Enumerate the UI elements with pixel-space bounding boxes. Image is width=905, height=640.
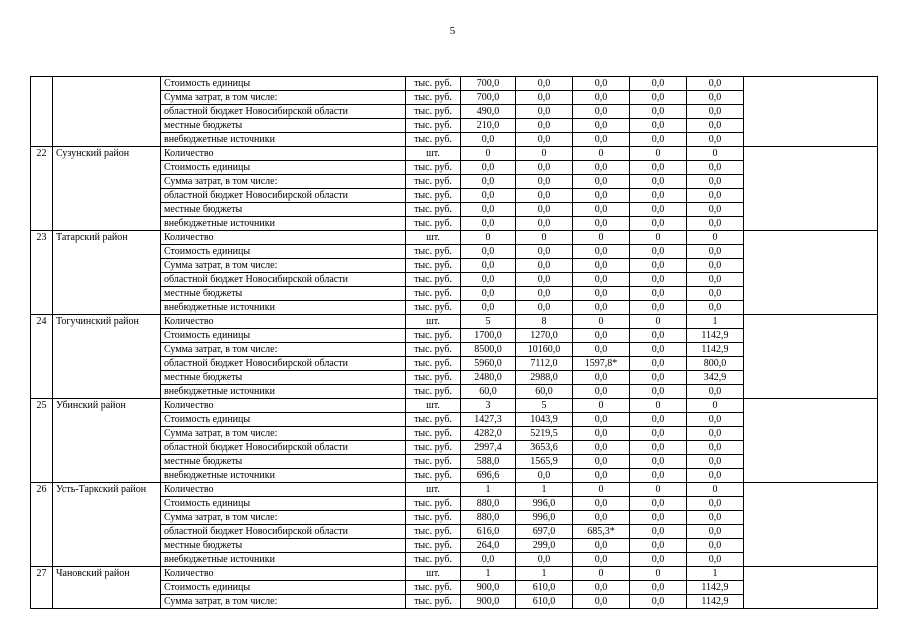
value-cell: 1 bbox=[516, 483, 573, 497]
value-cell: 0,0 bbox=[516, 287, 573, 301]
value-cell: 0,0 bbox=[461, 161, 516, 175]
indicator-cell: местные бюджеты bbox=[161, 539, 406, 553]
value-cell: 0,0 bbox=[687, 441, 744, 455]
notes-cell bbox=[744, 567, 878, 609]
table-row bbox=[31, 483, 878, 497]
indicator-cell: областной бюджет Новосибирской области bbox=[161, 525, 406, 539]
value-cell: 0,0 bbox=[630, 189, 687, 203]
unit-cell: тыс. руб. bbox=[406, 77, 461, 91]
value-cell: 0,0 bbox=[687, 175, 744, 189]
value-cell: 0 bbox=[630, 315, 687, 329]
value-cell: 299,0 bbox=[516, 539, 573, 553]
value-cell: 1142,9 bbox=[687, 595, 744, 609]
value-cell: 0,0 bbox=[461, 175, 516, 189]
unit-cell: тыс. руб. bbox=[406, 287, 461, 301]
indicator-cell: Сумма затрат, в том числе: bbox=[161, 595, 406, 609]
value-cell: 60,0 bbox=[516, 385, 573, 399]
value-cell: 0,0 bbox=[516, 553, 573, 567]
value-cell: 0 bbox=[630, 567, 687, 581]
value-cell: 3653,6 bbox=[516, 441, 573, 455]
value-cell: 0 bbox=[516, 231, 573, 245]
unit-cell: тыс. руб. bbox=[406, 427, 461, 441]
value-cell: 0 bbox=[573, 483, 630, 497]
value-cell: 0,0 bbox=[687, 497, 744, 511]
indicator-cell: областной бюджет Новосибирской области bbox=[161, 189, 406, 203]
indicator-cell: внебюджетные источники bbox=[161, 553, 406, 567]
value-cell: 0,0 bbox=[630, 91, 687, 105]
value-cell: 0,0 bbox=[630, 259, 687, 273]
value-cell: 0,0 bbox=[573, 329, 630, 343]
indicator-cell: местные бюджеты bbox=[161, 371, 406, 385]
district-name-cell bbox=[53, 77, 161, 147]
value-cell: 0,0 bbox=[461, 133, 516, 147]
unit-cell: тыс. руб. bbox=[406, 357, 461, 371]
indicator-cell: Сумма затрат, в том числе: bbox=[161, 175, 406, 189]
value-cell: 1 bbox=[687, 315, 744, 329]
value-cell: 4282,0 bbox=[461, 427, 516, 441]
value-cell: 0,0 bbox=[573, 77, 630, 91]
indicator-cell: Стоимость единицы bbox=[161, 497, 406, 511]
unit-cell: тыс. руб. bbox=[406, 91, 461, 105]
unit-cell: шт. bbox=[406, 315, 461, 329]
value-cell: 0,0 bbox=[573, 273, 630, 287]
value-cell: 0,0 bbox=[687, 273, 744, 287]
value-cell: 0,0 bbox=[516, 77, 573, 91]
value-cell: 0,0 bbox=[573, 413, 630, 427]
value-cell: 0,0 bbox=[573, 371, 630, 385]
value-cell: 0,0 bbox=[630, 539, 687, 553]
indicator-cell: внебюджетные источники bbox=[161, 301, 406, 315]
value-cell: 342,9 bbox=[687, 371, 744, 385]
value-cell: 0 bbox=[630, 483, 687, 497]
value-cell: 616,0 bbox=[461, 525, 516, 539]
indicator-cell: Сумма затрат, в том числе: bbox=[161, 259, 406, 273]
value-cell: 0,0 bbox=[573, 595, 630, 609]
value-cell: 1142,9 bbox=[687, 329, 744, 343]
unit-cell: тыс. руб. bbox=[406, 175, 461, 189]
indicator-cell: Стоимость единицы bbox=[161, 77, 406, 91]
unit-cell: шт. bbox=[406, 399, 461, 413]
value-cell: 996,0 bbox=[516, 497, 573, 511]
value-cell: 0,0 bbox=[687, 133, 744, 147]
unit-cell: тыс. руб. bbox=[406, 329, 461, 343]
value-cell: 1565,9 bbox=[516, 455, 573, 469]
value-cell: 0,0 bbox=[630, 511, 687, 525]
value-cell: 0,0 bbox=[630, 245, 687, 259]
value-cell: 0,0 bbox=[516, 189, 573, 203]
value-cell: 2997,4 bbox=[461, 441, 516, 455]
unit-cell: шт. bbox=[406, 147, 461, 161]
value-cell: 0,0 bbox=[687, 539, 744, 553]
value-cell: 2480,0 bbox=[461, 371, 516, 385]
indicator-cell: Количество bbox=[161, 483, 406, 497]
table-row bbox=[31, 77, 878, 91]
page-number: 5 bbox=[449, 25, 456, 37]
value-cell: 0,0 bbox=[630, 455, 687, 469]
value-cell: 0 bbox=[573, 567, 630, 581]
value-cell: 0,0 bbox=[516, 259, 573, 273]
table-row bbox=[31, 231, 878, 245]
value-cell: 0,0 bbox=[687, 525, 744, 539]
value-cell: 210,0 bbox=[461, 119, 516, 133]
value-cell: 0,0 bbox=[687, 455, 744, 469]
table-row bbox=[31, 147, 878, 161]
value-cell: 0,0 bbox=[630, 161, 687, 175]
value-cell: 0,0 bbox=[630, 595, 687, 609]
value-cell: 685,3* bbox=[573, 525, 630, 539]
value-cell: 0,0 bbox=[630, 357, 687, 371]
value-cell: 0 bbox=[687, 147, 744, 161]
unit-cell: шт. bbox=[406, 231, 461, 245]
value-cell: 0,0 bbox=[573, 91, 630, 105]
value-cell: 1 bbox=[461, 567, 516, 581]
value-cell: 1043,9 bbox=[516, 413, 573, 427]
value-cell: 8 bbox=[516, 315, 573, 329]
value-cell: 60,0 bbox=[461, 385, 516, 399]
district-name-cell: Сузунский район bbox=[53, 147, 161, 231]
district-name-cell: Тогучинский район bbox=[53, 315, 161, 399]
value-cell: 0,0 bbox=[573, 497, 630, 511]
row-number-cell: 23 bbox=[31, 231, 53, 315]
unit-cell: тыс. руб. bbox=[406, 217, 461, 231]
value-cell: 0,0 bbox=[516, 273, 573, 287]
value-cell: 0,0 bbox=[461, 273, 516, 287]
indicator-cell: Стоимость единицы bbox=[161, 161, 406, 175]
value-cell: 7112,0 bbox=[516, 357, 573, 371]
unit-cell: тыс. руб. bbox=[406, 525, 461, 539]
unit-cell: тыс. руб. bbox=[406, 273, 461, 287]
value-cell: 0,0 bbox=[630, 175, 687, 189]
indicator-cell: внебюджетные источники bbox=[161, 133, 406, 147]
value-cell: 5960,0 bbox=[461, 357, 516, 371]
value-cell: 0,0 bbox=[630, 581, 687, 595]
unit-cell: тыс. руб. bbox=[406, 119, 461, 133]
value-cell: 1597,8* bbox=[573, 357, 630, 371]
value-cell: 700,0 bbox=[461, 91, 516, 105]
value-cell: 0,0 bbox=[573, 511, 630, 525]
value-cell: 0,0 bbox=[573, 539, 630, 553]
value-cell: 0,0 bbox=[573, 189, 630, 203]
value-cell: 0,0 bbox=[630, 273, 687, 287]
value-cell: 1427,3 bbox=[461, 413, 516, 427]
value-cell: 0,0 bbox=[630, 441, 687, 455]
indicator-cell: Сумма затрат, в том числе: bbox=[161, 343, 406, 357]
indicator-cell: внебюджетные источники bbox=[161, 469, 406, 483]
value-cell: 0,0 bbox=[573, 287, 630, 301]
indicator-cell: Сумма затрат, в том числе: bbox=[161, 91, 406, 105]
indicator-cell: Количество bbox=[161, 399, 406, 413]
value-cell: 0,0 bbox=[687, 217, 744, 231]
value-cell: 0,0 bbox=[630, 217, 687, 231]
value-cell: 0,0 bbox=[573, 581, 630, 595]
value-cell: 0,0 bbox=[630, 553, 687, 567]
value-cell: 5219,5 bbox=[516, 427, 573, 441]
value-cell: 610,0 bbox=[516, 581, 573, 595]
unit-cell: тыс. руб. bbox=[406, 105, 461, 119]
indicator-cell: областной бюджет Новосибирской области bbox=[161, 273, 406, 287]
value-cell: 0,0 bbox=[630, 371, 687, 385]
indicator-cell: местные бюджеты bbox=[161, 119, 406, 133]
value-cell: 0,0 bbox=[461, 203, 516, 217]
row-number-cell bbox=[31, 77, 53, 147]
district-name-cell: Усть-Таркский район bbox=[53, 483, 161, 567]
indicator-cell: местные бюджеты bbox=[161, 287, 406, 301]
notes-cell bbox=[744, 483, 878, 567]
indicator-cell: Стоимость единицы bbox=[161, 245, 406, 259]
indicator-cell: местные бюджеты bbox=[161, 203, 406, 217]
value-cell: 0,0 bbox=[687, 203, 744, 217]
value-cell: 0 bbox=[461, 231, 516, 245]
row-number-cell: 22 bbox=[31, 147, 53, 231]
value-cell: 696,6 bbox=[461, 469, 516, 483]
value-cell: 588,0 bbox=[461, 455, 516, 469]
value-cell: 0,0 bbox=[461, 259, 516, 273]
value-cell: 0,0 bbox=[630, 287, 687, 301]
value-cell: 0,0 bbox=[687, 385, 744, 399]
value-cell: 0,0 bbox=[630, 77, 687, 91]
value-cell: 0,0 bbox=[630, 385, 687, 399]
unit-cell: тыс. руб. bbox=[406, 343, 461, 357]
value-cell: 0,0 bbox=[573, 217, 630, 231]
value-cell: 0,0 bbox=[630, 133, 687, 147]
value-cell: 0 bbox=[630, 147, 687, 161]
value-cell: 0 bbox=[573, 147, 630, 161]
unit-cell: тыс. руб. bbox=[406, 511, 461, 525]
value-cell: 1142,9 bbox=[687, 581, 744, 595]
district-name-cell: Чановский район bbox=[53, 567, 161, 609]
value-cell: 0,0 bbox=[687, 91, 744, 105]
value-cell: 0,0 bbox=[573, 427, 630, 441]
value-cell: 0,0 bbox=[461, 245, 516, 259]
value-cell: 880,0 bbox=[461, 497, 516, 511]
value-cell: 0 bbox=[573, 231, 630, 245]
value-cell: 610,0 bbox=[516, 595, 573, 609]
notes-cell bbox=[744, 147, 878, 231]
value-cell: 0,0 bbox=[687, 301, 744, 315]
value-cell: 700,0 bbox=[461, 77, 516, 91]
value-cell: 0,0 bbox=[516, 133, 573, 147]
unit-cell: тыс. руб. bbox=[406, 301, 461, 315]
value-cell: 5 bbox=[461, 315, 516, 329]
indicator-cell: областной бюджет Новосибирской области bbox=[161, 105, 406, 119]
value-cell: 8500,0 bbox=[461, 343, 516, 357]
value-cell: 0,0 bbox=[687, 161, 744, 175]
row-number-cell: 25 bbox=[31, 399, 53, 483]
unit-cell: тыс. руб. bbox=[406, 469, 461, 483]
indicator-cell: Количество bbox=[161, 147, 406, 161]
value-cell: 0,0 bbox=[516, 161, 573, 175]
value-cell: 264,0 bbox=[461, 539, 516, 553]
row-number-cell: 24 bbox=[31, 315, 53, 399]
unit-cell: тыс. руб. bbox=[406, 497, 461, 511]
value-cell: 0,0 bbox=[461, 301, 516, 315]
unit-cell: тыс. руб. bbox=[406, 581, 461, 595]
unit-cell: тыс. руб. bbox=[406, 413, 461, 427]
value-cell: 900,0 bbox=[461, 595, 516, 609]
value-cell: 0,0 bbox=[687, 413, 744, 427]
value-cell: 0,0 bbox=[573, 301, 630, 315]
district-name-cell: Убинский район bbox=[53, 399, 161, 483]
value-cell: 0,0 bbox=[573, 119, 630, 133]
value-cell: 0 bbox=[573, 315, 630, 329]
value-cell: 0,0 bbox=[461, 189, 516, 203]
notes-cell bbox=[744, 231, 878, 315]
value-cell: 0,0 bbox=[573, 133, 630, 147]
value-cell: 996,0 bbox=[516, 511, 573, 525]
value-cell: 0,0 bbox=[516, 217, 573, 231]
value-cell: 0 bbox=[687, 483, 744, 497]
value-cell: 1 bbox=[687, 567, 744, 581]
value-cell: 0,0 bbox=[630, 105, 687, 119]
value-cell: 1270,0 bbox=[516, 329, 573, 343]
indicator-cell: Сумма затрат, в том числе: bbox=[161, 427, 406, 441]
value-cell: 900,0 bbox=[461, 581, 516, 595]
value-cell: 2988,0 bbox=[516, 371, 573, 385]
indicator-cell: Стоимость единицы bbox=[161, 329, 406, 343]
indicator-cell: Сумма затрат, в том числе: bbox=[161, 511, 406, 525]
value-cell: 0,0 bbox=[630, 343, 687, 357]
notes-cell bbox=[744, 77, 878, 147]
value-cell: 0,0 bbox=[630, 203, 687, 217]
value-cell: 0,0 bbox=[573, 553, 630, 567]
value-cell: 0,0 bbox=[687, 259, 744, 273]
value-cell: 0,0 bbox=[687, 553, 744, 567]
value-cell: 0 bbox=[687, 399, 744, 413]
unit-cell: тыс. руб. bbox=[406, 385, 461, 399]
unit-cell: тыс. руб. bbox=[406, 539, 461, 553]
unit-cell: тыс. руб. bbox=[406, 441, 461, 455]
indicator-cell: областной бюджет Новосибирской области bbox=[161, 357, 406, 371]
indicator-cell: Количество bbox=[161, 567, 406, 581]
value-cell: 0,0 bbox=[687, 469, 744, 483]
value-cell: 10160,0 bbox=[516, 343, 573, 357]
value-cell: 0,0 bbox=[630, 427, 687, 441]
value-cell: 0,0 bbox=[573, 245, 630, 259]
unit-cell: тыс. руб. bbox=[406, 595, 461, 609]
value-cell: 0,0 bbox=[630, 413, 687, 427]
value-cell: 0,0 bbox=[573, 259, 630, 273]
value-cell: 1700,0 bbox=[461, 329, 516, 343]
value-cell: 0,0 bbox=[687, 119, 744, 133]
value-cell: 0 bbox=[630, 399, 687, 413]
value-cell: 1 bbox=[461, 483, 516, 497]
value-cell: 490,0 bbox=[461, 105, 516, 119]
value-cell: 1 bbox=[516, 567, 573, 581]
value-cell: 0,0 bbox=[461, 217, 516, 231]
value-cell: 0,0 bbox=[630, 301, 687, 315]
value-cell: 0,0 bbox=[516, 203, 573, 217]
value-cell: 0,0 bbox=[573, 385, 630, 399]
indicator-cell: внебюджетные источники bbox=[161, 217, 406, 231]
value-cell: 0 bbox=[516, 147, 573, 161]
district-name-cell: Татарский район bbox=[53, 231, 161, 315]
value-cell: 0,0 bbox=[630, 119, 687, 133]
notes-cell bbox=[744, 399, 878, 483]
value-cell: 0,0 bbox=[516, 105, 573, 119]
unit-cell: тыс. руб. bbox=[406, 161, 461, 175]
unit-cell: тыс. руб. bbox=[406, 133, 461, 147]
value-cell: 0,0 bbox=[573, 469, 630, 483]
unit-cell: тыс. руб. bbox=[406, 259, 461, 273]
value-cell: 0,0 bbox=[687, 245, 744, 259]
value-cell: 0,0 bbox=[516, 119, 573, 133]
value-cell: 0,0 bbox=[630, 497, 687, 511]
unit-cell: тыс. руб. bbox=[406, 245, 461, 259]
table-row bbox=[31, 399, 878, 413]
value-cell: 0 bbox=[687, 231, 744, 245]
value-cell: 0,0 bbox=[687, 105, 744, 119]
value-cell: 0,0 bbox=[687, 287, 744, 301]
value-cell: 1142,9 bbox=[687, 343, 744, 357]
value-cell: 0,0 bbox=[573, 105, 630, 119]
table-row bbox=[31, 315, 878, 329]
value-cell: 3 bbox=[461, 399, 516, 413]
indicator-cell: местные бюджеты bbox=[161, 455, 406, 469]
value-cell: 0,0 bbox=[461, 287, 516, 301]
value-cell: 0 bbox=[573, 399, 630, 413]
value-cell: 0,0 bbox=[516, 245, 573, 259]
value-cell: 0,0 bbox=[573, 441, 630, 455]
row-number-cell: 27 bbox=[31, 567, 53, 609]
value-cell: 0,0 bbox=[630, 525, 687, 539]
value-cell: 0,0 bbox=[573, 203, 630, 217]
value-cell: 0,0 bbox=[687, 511, 744, 525]
indicator-cell: внебюджетные источники bbox=[161, 385, 406, 399]
value-cell: 0,0 bbox=[573, 455, 630, 469]
indicator-cell: Стоимость единицы bbox=[161, 413, 406, 427]
notes-cell bbox=[744, 315, 878, 399]
value-cell: 0,0 bbox=[516, 175, 573, 189]
unit-cell: шт. bbox=[406, 483, 461, 497]
unit-cell: тыс. руб. bbox=[406, 455, 461, 469]
value-cell: 0 bbox=[630, 231, 687, 245]
value-cell: 0,0 bbox=[687, 77, 744, 91]
value-cell: 800,0 bbox=[687, 357, 744, 371]
value-cell: 697,0 bbox=[516, 525, 573, 539]
unit-cell: тыс. руб. bbox=[406, 189, 461, 203]
value-cell: 0,0 bbox=[573, 161, 630, 175]
indicator-cell: областной бюджет Новосибирской области bbox=[161, 441, 406, 455]
unit-cell: тыс. руб. bbox=[406, 203, 461, 217]
value-cell: 0,0 bbox=[573, 175, 630, 189]
value-cell: 880,0 bbox=[461, 511, 516, 525]
indicator-cell: Количество bbox=[161, 231, 406, 245]
value-cell: 0,0 bbox=[573, 343, 630, 357]
indicator-cell: Количество bbox=[161, 315, 406, 329]
value-cell: 0,0 bbox=[687, 427, 744, 441]
value-cell: 0,0 bbox=[630, 329, 687, 343]
indicator-cell: Стоимость единицы bbox=[161, 581, 406, 595]
unit-cell: шт. bbox=[406, 567, 461, 581]
table-row bbox=[31, 567, 878, 581]
value-cell: 0,0 bbox=[516, 469, 573, 483]
value-cell: 0,0 bbox=[687, 189, 744, 203]
value-cell: 0,0 bbox=[461, 553, 516, 567]
value-cell: 0,0 bbox=[516, 301, 573, 315]
unit-cell: тыс. руб. bbox=[406, 553, 461, 567]
value-cell: 5 bbox=[516, 399, 573, 413]
value-cell: 0,0 bbox=[630, 469, 687, 483]
budget-table bbox=[30, 76, 878, 609]
value-cell: 0 bbox=[461, 147, 516, 161]
value-cell: 0,0 bbox=[516, 91, 573, 105]
unit-cell: тыс. руб. bbox=[406, 371, 461, 385]
row-number-cell: 26 bbox=[31, 483, 53, 567]
